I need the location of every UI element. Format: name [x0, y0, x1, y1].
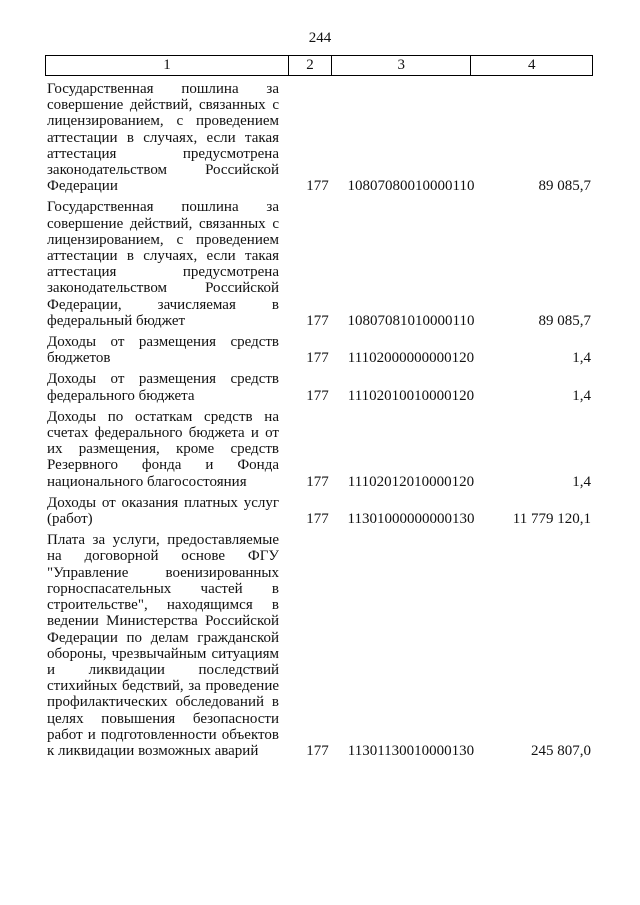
amount: 89 085,7: [538, 312, 591, 329]
revenue-name: Доходы от размещения средств федерального бюджета: [47, 371, 279, 404]
admin-code: 177: [306, 473, 329, 490]
page-number: 244: [308, 30, 332, 46]
admin-code: 177: [306, 312, 329, 329]
admin-code: 177: [306, 742, 329, 759]
admin-code: 177: [306, 511, 329, 528]
revenue-name: Доходы по остаткам средств на счетах федерального бюджета и от их размещения, кроме средств Резервного фонда и Фонда национального благосостояния: [47, 408, 279, 490]
admin-code: 177: [306, 178, 329, 195]
column-header-3: 3: [332, 56, 471, 75]
column-header-2: 2: [289, 56, 332, 75]
column-header-1: 1: [46, 56, 289, 75]
revenue-name: Государственная пошлина за совершение действий, связанных с лицензированием, с проведением аттестации в случаях, если такая аттестация предусмотрена законодательством Российской Федерации: [47, 81, 279, 195]
column-header-4: 4: [527, 57, 536, 73]
revenue-name: Плата за услуги, предоставляемые на договорной основе ФГУ "Управление военизированных горноспасательных частей в строительстве", находящимся в ведении Министерства Российской Федерации по делам гражданской обороны, чрезвычайным ситуациям и ликвидации последствий стихийных бедствий, за проведение профилактических обследований в целях повышения безопасности работ и подготовленности объектов к ликвидации возможных аварий: [47, 532, 279, 759]
revenue-name: Доходы от оказания платных услуг (работ): [47, 494, 279, 528]
admin-code: 177: [306, 387, 329, 404]
table-row: [45, 334, 593, 366]
amount: 1,4: [572, 350, 591, 367]
table-row: [45, 495, 593, 527]
budget-classification-code: 11102010010000120: [347, 387, 475, 404]
budget-classification-code: 11102000000000120: [347, 350, 475, 367]
revenue-name: Государственная пошлина за совершение действий, связанных с лицензированием, с проведением аттестации в случаях, если такая аттестация предусмотрена законодательством Российской Федерации, зачисляемая в федеральный бюджет: [47, 199, 279, 329]
amount: 1,4: [572, 473, 591, 490]
amount: 1,4: [572, 387, 591, 404]
budget-classification-code: 10807080010000110: [347, 178, 475, 195]
table-row: [45, 532, 593, 759]
budget-classification-code: 10807081010000110: [347, 312, 475, 329]
revenue-table: [45, 55, 593, 759]
table-row: [45, 371, 593, 403]
admin-code: 177: [306, 350, 329, 367]
budget-classification-code: 11301000000000130: [347, 511, 475, 528]
amount: 89 085,7: [538, 178, 591, 195]
amount: 245 807,0: [531, 742, 591, 759]
table-row: [45, 81, 593, 194]
amount: 11 779 120,1: [512, 511, 591, 528]
budget-classification-code: 11102012010000120: [347, 473, 475, 490]
table-row: [45, 199, 593, 329]
table-header-row: [45, 55, 593, 76]
table-row: [45, 409, 593, 490]
budget-classification-code: 11301130010000130: [347, 742, 475, 759]
revenue-name: Доходы от размещения средств бюджетов: [47, 334, 279, 367]
